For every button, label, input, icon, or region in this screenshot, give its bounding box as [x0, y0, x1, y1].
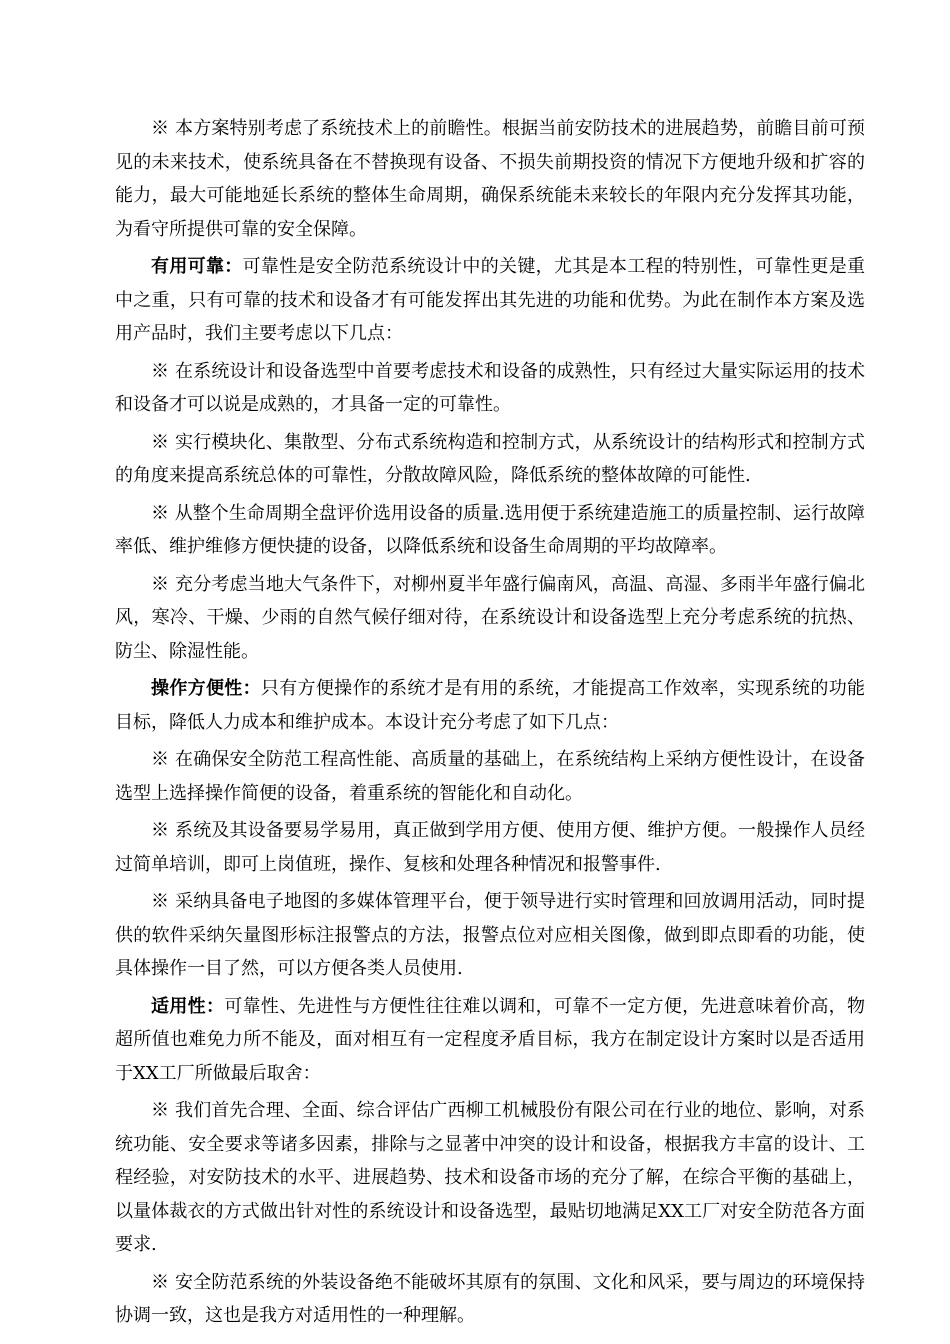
paragraph-text: ※ 在确保安全防范工程高性能、高质量的基础上，在系统结构上采纳方便性设计，在设备选型上选择操作简便的设备，着重系统的智能化和自动化。: [115, 749, 865, 804]
paragraph-text: 只有方便操作的系统才是有用的系统，才能提高工作效率，实现系统的功能目标，降低人力成本和维护成本。本设计充分考虑了如下几点：: [115, 678, 866, 733]
paragraph-lifecycle: [115, 497, 865, 564]
section-heading-operability: 操作方便性：: [151, 678, 261, 699]
paragraph-text: 可靠性是安全防范系统设计中的关键，尤其是本工程的特别性，可靠性更是重中之重，只有可靠的技术和设备才有可能发挥出其先进的功能和优势。为此在制作本方案及选用产品时，我们主要考虑以下几点：: [115, 256, 866, 344]
paragraph-modular: [115, 426, 865, 493]
paragraph-convenience-design: [115, 743, 865, 810]
paragraph-text: ※ 采纳具备电子地图的多媒体管理平台，便于领导进行实时管理和回放调用活动，同时提供的软件采纳矢量图形标注报警点的方法，报警点位对应相关图像，做到即点即看的功能，使具体操作一目了然，可以方便各类人员使用.: [115, 891, 865, 979]
paragraph-text: ※ 系统及其设备要易学易用，真正做到学用方便、使用方便、维护方便。一般操作人员经过简单培训，即可上岗值班，操作、复核和处理各种情况和报警事件.: [115, 820, 865, 875]
paragraph-e-map-platform: [115, 885, 865, 986]
paragraph-climate: [115, 568, 865, 669]
paragraph-text: ※ 本方案特别考虑了系统技术上的前瞻性。根据当前安防技术的进展趋势，前瞻目前可预见的未来技术，使系统具备在不替换现有设备、不损失前期投资的情况下方便地升级和扩容的能力，最大可能地延长系统的整体生命周期，确保系统能未来较长的年限内充分发挥其功能，为看守所提供可靠的安全保障。: [115, 118, 865, 240]
paragraph-text: ※ 在系统设计和设备选型中首要考虑技术和设备的成熟性，只有经过大量实际运用的技术和设备才可以说是成熟的，才具备一定的可靠性。: [115, 360, 865, 415]
paragraph-evaluation: [115, 1094, 865, 1262]
paragraph-applicability: [115, 990, 865, 1091]
paragraph-text: ※ 实行模块化、集散型、分布式系统构造和控制方式，从系统设计的结构形式和控制方式的角度来提高系统总体的可靠性，分散故障风险，降低系统的整体故障的可能性.: [115, 431, 865, 486]
paragraph-forward-looking: [115, 112, 865, 246]
section-heading-applicability: 适用性：: [151, 995, 225, 1017]
paragraph-text: 可靠性、先进性与方便性往往难以调和，可靠不一定方便，先进意味着价高，物超所值也难免力所不能及，面对相互有一定程度矛盾目标，我方在制定设计方案时以是否适用于XX工厂所做最后取舍：: [115, 995, 865, 1084]
paragraph-reliability: [115, 250, 865, 351]
paragraph-text: ※ 安全防范系统的外装设备绝不能破坏其原有的氛围、文化和风采，要与周边的环境保持协调一致，这也是我方对适用性的一种理解。: [115, 1271, 865, 1326]
paragraph-text: ※ 从整个生命周期全盘评价选用设备的质量.选用便于系统建造施工的质量控制、运行故障率低、维护维修方便快捷的设备，以降低系统和设备生命周期的平均故障率。: [115, 502, 865, 557]
section-heading-reliability: 有用可靠：: [151, 256, 243, 277]
paragraph-text: ※ 我们首先合理、全面、综合评估广西柳工机械股份有限公司在行业的地位、影响，对系统功能、安全要求等诸多因素，排除与之显著中冲突的设计和设备，根据我方丰富的设计、工程经验，对安防技术的水平、进展趋势、技术和设备市场的充分了解，在综合平衡的基础上，以量体裁衣的方式做出针对性的系统设计和设备选型，最贴切地满足XX工厂对安全防范各方面要求.: [115, 1100, 865, 1255]
paragraph-operability: [115, 672, 865, 739]
document-page: [115, 112, 865, 1337]
paragraph-easy-to-use: [115, 814, 865, 881]
paragraph-environment-harmony: [115, 1266, 865, 1333]
paragraph-maturity: [115, 355, 865, 422]
paragraph-text: ※ 充分考虑当地大气条件下，对柳州夏半年盛行偏南风，高温、高湿、多雨半年盛行偏北风，寒冷、干燥、少雨的自然气候仔细对待，在系统设计和设备选型上充分考虑系统的抗热、防尘、除湿性能。: [115, 573, 865, 662]
